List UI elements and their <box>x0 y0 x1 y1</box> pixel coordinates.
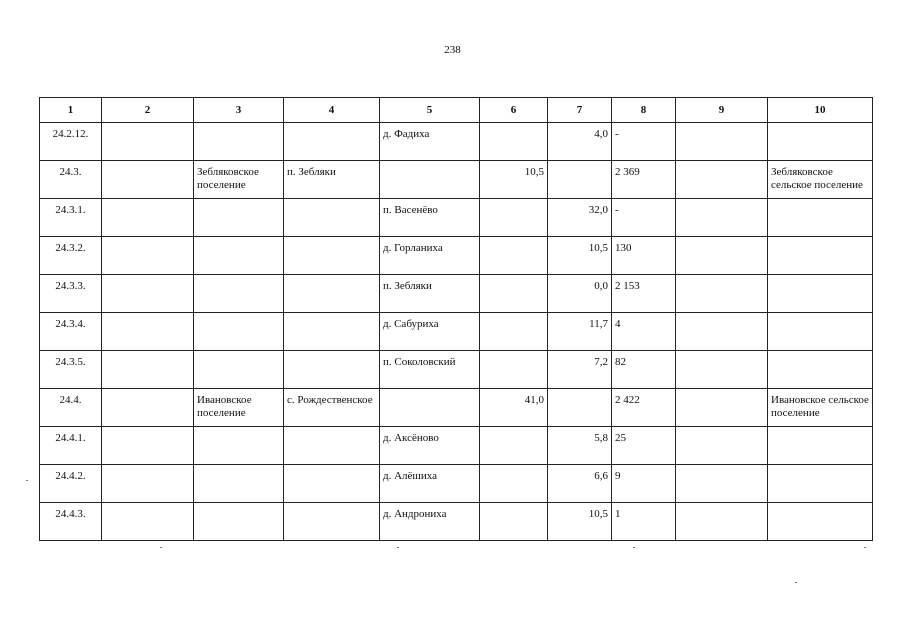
table-cell: 10,5 <box>548 503 612 541</box>
table-cell: Ивановское сельское поселение <box>768 389 873 427</box>
table-cell <box>284 313 380 351</box>
table-cell <box>284 237 380 275</box>
table-cell: - <box>612 123 676 161</box>
table-cell <box>194 123 284 161</box>
table-cell <box>102 313 194 351</box>
column-header: 6 <box>480 98 548 123</box>
table-cell: с. Рождественское <box>284 389 380 427</box>
table-cell <box>676 503 768 541</box>
table-cell: д. Андрониха <box>380 503 480 541</box>
table-cell: 25 <box>612 427 676 465</box>
column-header: 9 <box>676 98 768 123</box>
table-cell: 24.3.4. <box>40 313 102 351</box>
table-cell <box>768 313 873 351</box>
table-row <box>40 465 873 503</box>
table-cell: Зебляковское сельское поселение <box>768 161 873 199</box>
column-header: 4 <box>284 98 380 123</box>
page-number: 238 <box>444 44 461 56</box>
table-cell: 24.3. <box>40 161 102 199</box>
table-row <box>40 199 873 237</box>
table-cell <box>102 123 194 161</box>
table-cell <box>380 389 480 427</box>
table-row <box>40 237 873 275</box>
table-cell: 130 <box>612 237 676 275</box>
table-cell <box>102 275 194 313</box>
table-row <box>40 427 873 465</box>
table-cell: 6,6 <box>548 465 612 503</box>
table-cell <box>676 351 768 389</box>
table-cell: 24.3.5. <box>40 351 102 389</box>
table-cell <box>194 427 284 465</box>
table-cell: п. Зебляки <box>284 161 380 199</box>
table-row <box>40 123 873 161</box>
table-cell <box>284 123 380 161</box>
table-row <box>40 313 873 351</box>
table-cell <box>480 237 548 275</box>
column-header: 7 <box>548 98 612 123</box>
table-cell <box>194 237 284 275</box>
table-cell <box>102 503 194 541</box>
table-cell <box>768 275 873 313</box>
table-cell: 4 <box>612 313 676 351</box>
table-cell: 24.3.3. <box>40 275 102 313</box>
table-row <box>40 389 873 427</box>
table-cell: 82 <box>612 351 676 389</box>
table-cell: 4,0 <box>548 123 612 161</box>
table-cell <box>284 503 380 541</box>
column-header: 3 <box>194 98 284 123</box>
table-cell <box>768 123 873 161</box>
table-cell <box>480 313 548 351</box>
table-cell <box>676 275 768 313</box>
table-cell <box>284 427 380 465</box>
table-cell <box>768 237 873 275</box>
table-cell <box>480 199 548 237</box>
table-cell <box>102 465 194 503</box>
table-cell <box>548 161 612 199</box>
table-cell: д. Алёшиха <box>380 465 480 503</box>
table-cell <box>676 161 768 199</box>
table-cell: 24.4.1. <box>40 427 102 465</box>
table-cell <box>480 123 548 161</box>
table-cell <box>194 351 284 389</box>
table-cell: 24.4.3. <box>40 503 102 541</box>
settlements-table <box>39 97 873 541</box>
table-cell: 2 422 <box>612 389 676 427</box>
table-cell <box>676 123 768 161</box>
table-cell: п. Соколовский <box>380 351 480 389</box>
table-cell <box>768 503 873 541</box>
column-header: 1 <box>40 98 102 123</box>
table-row <box>40 275 873 313</box>
table-cell <box>102 427 194 465</box>
table-cell <box>676 199 768 237</box>
table-cell: д. Аксёново <box>380 427 480 465</box>
table-cell <box>480 351 548 389</box>
column-header: 10 <box>768 98 873 123</box>
table-row <box>40 503 873 541</box>
table-cell <box>194 199 284 237</box>
table-cell <box>676 237 768 275</box>
table-cell: - <box>612 199 676 237</box>
column-header: 5 <box>380 98 480 123</box>
table-cell: 24.4.2. <box>40 465 102 503</box>
table-cell <box>284 351 380 389</box>
table-cell <box>102 161 194 199</box>
table-cell <box>194 313 284 351</box>
table-cell: 24.4. <box>40 389 102 427</box>
table-cell: 11,7 <box>548 313 612 351</box>
table-cell <box>194 503 284 541</box>
table-cell: 10,5 <box>480 161 548 199</box>
table-cell: 2 153 <box>612 275 676 313</box>
table-cell <box>380 161 480 199</box>
table-cell <box>768 199 873 237</box>
table-cell: 24.3.1. <box>40 199 102 237</box>
table-cell <box>102 199 194 237</box>
table-cell: Ивановское поселение <box>194 389 284 427</box>
table-cell: 10,5 <box>548 237 612 275</box>
table-cell <box>480 427 548 465</box>
table-cell <box>676 313 768 351</box>
table-cell: д. Горланиха <box>380 237 480 275</box>
table-cell <box>676 389 768 427</box>
table-cell: 9 <box>612 465 676 503</box>
table-cell <box>768 465 873 503</box>
table-cell <box>768 351 873 389</box>
table-cell: 5,8 <box>548 427 612 465</box>
table-row <box>40 351 873 389</box>
table-cell <box>102 389 194 427</box>
table-cell <box>676 465 768 503</box>
table-cell: д. Фадиха <box>380 123 480 161</box>
table-cell <box>284 199 380 237</box>
table-cell <box>480 503 548 541</box>
table-cell: 32,0 <box>548 199 612 237</box>
table-cell: 24.2.12. <box>40 123 102 161</box>
table-cell: д. Сабуриха <box>380 313 480 351</box>
table-cell <box>676 427 768 465</box>
table-cell <box>102 237 194 275</box>
table-cell: 2 369 <box>612 161 676 199</box>
table-cell <box>194 275 284 313</box>
table-cell: п. Зебляки <box>380 275 480 313</box>
table-cell <box>102 351 194 389</box>
table-header-row <box>40 98 873 123</box>
table-cell: 7,2 <box>548 351 612 389</box>
table-cell: 0,0 <box>548 275 612 313</box>
table-cell: 1 <box>612 503 676 541</box>
table-cell: 41,0 <box>480 389 548 427</box>
column-header: 2 <box>102 98 194 123</box>
table-cell <box>480 275 548 313</box>
table-cell <box>284 275 380 313</box>
table-cell <box>548 389 612 427</box>
table-cell <box>194 465 284 503</box>
table-row <box>40 161 873 199</box>
table-cell <box>768 427 873 465</box>
table-cell <box>480 465 548 503</box>
table-cell <box>284 465 380 503</box>
column-header: 8 <box>612 98 676 123</box>
table-cell: п. Васенёво <box>380 199 480 237</box>
table-cell: Зебляковское поселение <box>194 161 284 199</box>
table-cell: 24.3.2. <box>40 237 102 275</box>
